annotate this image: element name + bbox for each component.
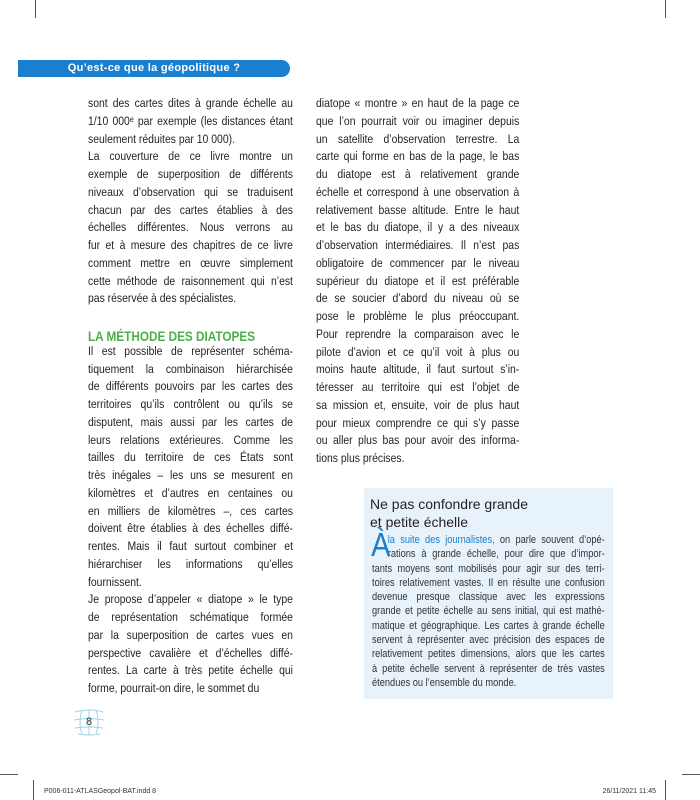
box-line: toires relativement vastes. Il en résulte une confusion (372, 576, 605, 589)
spacer (88, 308, 293, 325)
footer-file: P006-011-ATLASGeopol-BAT.indd 8 (44, 788, 157, 795)
text-line: sa mission et, ensuite, voir de plus haut (316, 397, 520, 412)
text-line: d’observation intermédiaires. Il n’est pas (316, 238, 520, 252)
box-lead: la suite des journalistes, (387, 534, 495, 546)
crop-mark (33, 780, 34, 800)
text-line: rentes. Mais il faut surtout combiner et (88, 539, 293, 553)
box-line (372, 533, 605, 547)
box-line: à petite échelle servent à représenter de très vastes (372, 662, 605, 675)
text-line: échelles différentes. Nous verrons au (88, 220, 293, 235)
box-body (371, 526, 605, 690)
text-line: ou aller plus bas pour avoir des informa- (316, 433, 520, 448)
text-line: forme, pourrait-on dire, le sommet du (88, 681, 260, 695)
page-number (72, 708, 106, 736)
text-line: La couverture de ce livre montre un (88, 149, 293, 164)
drop-cap: À (371, 526, 391, 563)
crop-mark (35, 0, 36, 18)
text-line: diatope « montre » en haut de la page ce (316, 96, 520, 110)
text-line: chacun par des cartes établies à des (88, 202, 293, 217)
text-line: Pour reprendre la comparaison avec le (316, 326, 520, 341)
text-line: niveaux d’observation qui se traduisent (88, 184, 293, 199)
crop-mark (665, 0, 666, 18)
text-line: de se soucier d’abord du niveau où se (316, 291, 520, 306)
box-title-line: Ne pas confondre grande (370, 496, 528, 512)
text-line: tiquement la combinaison hiérarchisée (88, 361, 293, 376)
text-line: pour mieux comprendre ce qui s’y passe (316, 415, 520, 430)
text-line: territoires qu’ils contrôlent ou qu’ils se (88, 397, 293, 411)
text-line: et le bas du diatope, il y a des niveaux (316, 220, 520, 235)
crop-mark (665, 780, 666, 800)
left-column (88, 95, 293, 698)
crop-mark (682, 774, 700, 775)
text-line: relativement basse altitude. Entre le haut (316, 202, 520, 217)
text-line: très inégales – les uns se mesurent en (88, 468, 293, 482)
box-line-text: on parle souvent d’opé- (494, 534, 605, 546)
text-line: cette méthode de raisonnement qui n’est (88, 273, 293, 288)
crop-mark (0, 774, 18, 775)
box-title-line: et petite échelle (370, 514, 469, 530)
page-number-text: 8 (86, 716, 93, 728)
text-line: pas réservée à des spécialistes. (88, 291, 237, 306)
box-line: tants moyens sont mobilisés pour agir sur des terri- (372, 562, 605, 575)
text-line: carte qui forme en bas de la page, le bas (316, 149, 520, 164)
text-line: tailles du territoire de ces États sont (88, 450, 293, 465)
text-line: Je propose d’appeler « diatope » le type (88, 592, 293, 607)
text-line: supérieur du diatope et il est préférable (316, 273, 520, 288)
text-line: seulement réduites par 10 000). (88, 131, 235, 146)
text-line: un satellite d’observation terrestre. La (316, 131, 520, 146)
text-line: exemple de superposition de différents (88, 167, 293, 181)
text-line: leurs relations extérieures. Comme les (88, 432, 293, 447)
text-line: doivent être établies à des échelles diffé- (88, 521, 293, 536)
box-line: étendues ou l’ensemble du monde. (372, 676, 517, 689)
text-line: disputent, mais aussi par les cartes de (88, 414, 293, 429)
text-line: fur et à mesure des chapitres de ce livre (88, 238, 293, 252)
right-column (316, 95, 519, 468)
text-line: fournissent. (88, 574, 142, 589)
text-line: hiérarchiser les informations qu’elles (88, 556, 293, 571)
text-line: pose le problème le plus préoccupant. (316, 309, 520, 323)
text-line: sont des cartes dites à grande échelle au (88, 96, 293, 110)
box-title (370, 495, 528, 531)
text-line: tions plus précises. (316, 451, 405, 465)
text-line: que l’on pourrait voir ou imaginer depuis (316, 113, 520, 128)
box-line: grande et petite échelle au sens initial, qui est mathé- (372, 605, 605, 618)
text-line: rentes. La carte à très petite échelle qui (88, 663, 293, 678)
text-line: Il est possible de représenter schéma- (88, 343, 293, 358)
sidebar-box (364, 488, 613, 699)
text-line: kilomètres et d’autres en centaines ou (88, 485, 293, 500)
box-line: devenue presque classique avec les expressions (372, 591, 605, 604)
text-line: par la superposition de cartes vues en (88, 627, 293, 642)
section-heading: LA MÉTHODE DES DIATOPES (88, 328, 256, 344)
text-line: pilote d’avion et ce qu’il voit à plus ou (316, 344, 520, 359)
text-line: de différents pouvoirs par les cartes des (88, 379, 293, 394)
text-line: téresser au territoire qui est l’objet de (316, 380, 520, 394)
text-line: moins haute altitude, il faut surtout s’in- (316, 362, 520, 377)
box-line: relativement petites dimensions, alors que les cartes (372, 648, 605, 661)
box-line: matique et géographique. Les cartes à grande échelle (372, 619, 605, 632)
text-line: échelle et correspond à une observation à (316, 184, 520, 199)
text-line: en milliers de kilomètres –, ces cartes (88, 503, 293, 518)
box-line: rations à grande échelle, pour dire que d’impor- (387, 548, 605, 561)
footer-datetime: 26/11/2021 11:45 (602, 788, 656, 795)
text-line: 1/10 000ᵉ par exemple (les distances étant (88, 113, 293, 128)
text-line: du diatope est à relativement grande (316, 167, 520, 181)
text-line: perspective cavalière et d’échelles diffé- (88, 645, 293, 660)
text-line: de représentation schématique formée (88, 610, 293, 624)
box-line: servent à représenter avec précision des espaces de (372, 634, 605, 647)
text-line: obligatoire de commencer par le niveau (316, 255, 520, 270)
chapter-header: Qu’est-ce que la géopolitique ? (18, 60, 290, 77)
text-line: comment mettre en œuvre simplement (88, 255, 293, 270)
